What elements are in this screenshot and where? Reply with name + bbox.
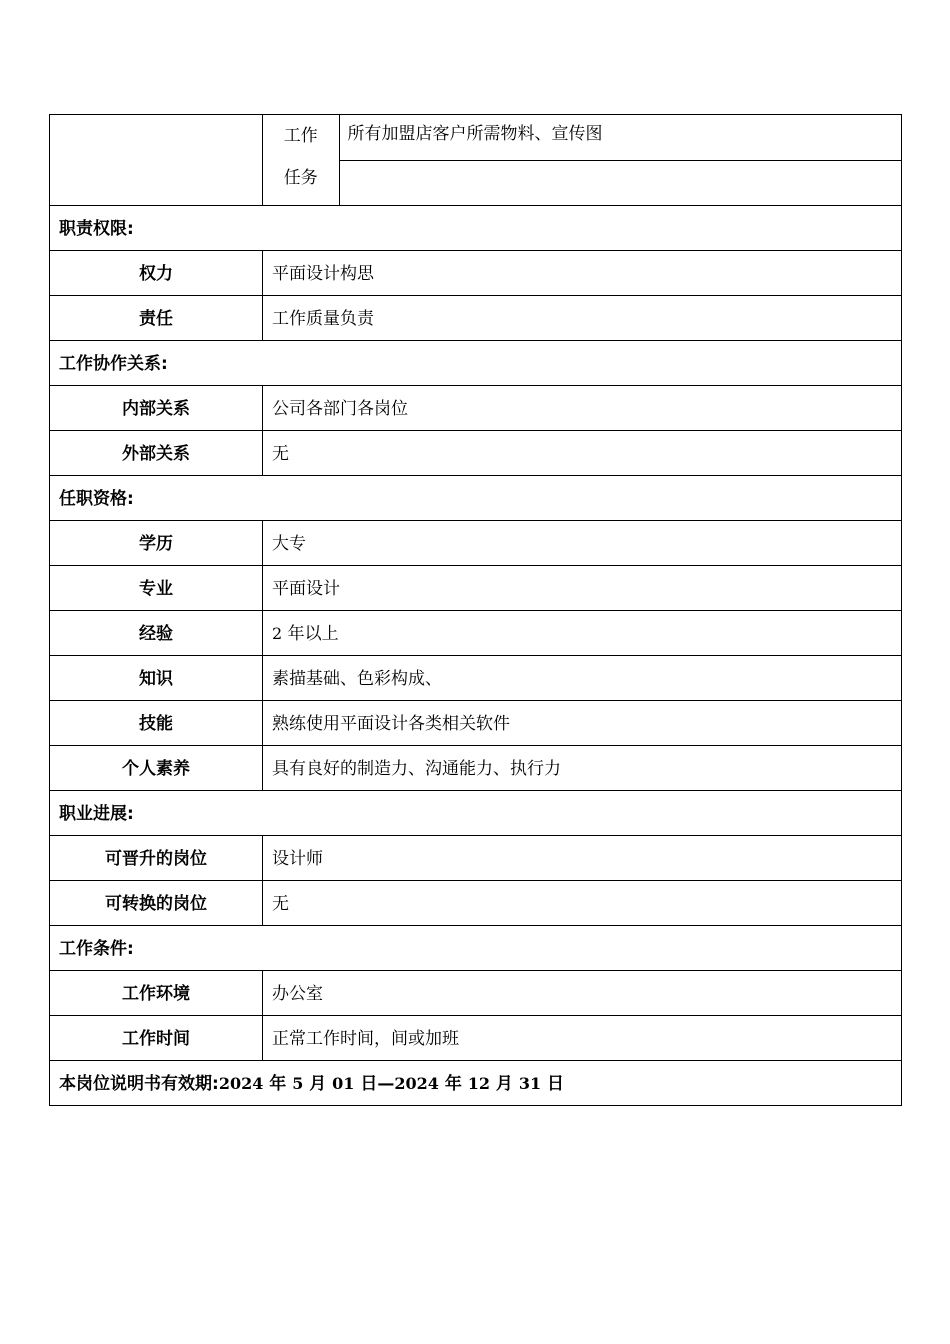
relations-row-internal: 内部关系 公司各部门各岗位	[50, 386, 902, 431]
career-row-promotion: 可晋升的岗位 设计师	[50, 836, 902, 881]
qual-row-experience: 经验 2 年以上	[50, 611, 902, 656]
qual-row-literacy: 个人素养 具有良好的制造力、沟通能力、执行力	[50, 746, 902, 791]
task-subtable	[263, 115, 901, 205]
qual-row-major: 专业 平面设计	[50, 566, 902, 611]
conditions-row-hours: 工作时间 正常工作时间，间或加班	[50, 1016, 902, 1061]
task-item-1: 所有加盟店客户所需物料、宣传图	[339, 115, 901, 160]
career-row-transfer: 可转换的岗位 无	[50, 881, 902, 926]
section-qualifications: 任职资格:	[50, 476, 902, 521]
relations-row-external: 外部关系 无	[50, 431, 902, 476]
task-row	[50, 115, 902, 206]
qual-row-skills: 技能 熟练使用平面设计各类相关软件	[50, 701, 902, 746]
qual-row-knowledge: 知识 素描基础、色彩构成、	[50, 656, 902, 701]
task-item-2	[339, 160, 901, 205]
task-empty-cell	[50, 115, 263, 206]
qual-row-education: 学历 大专	[50, 521, 902, 566]
conditions-row-environment: 工作环境 办公室	[50, 971, 902, 1016]
section-authority: 职责权限:	[50, 206, 902, 251]
job-description-document	[49, 114, 901, 1106]
validity-row	[50, 1061, 902, 1106]
authority-row-responsibility: 责任 工作质量负责	[50, 296, 902, 341]
section-career: 职业进展:	[50, 791, 902, 836]
section-relations: 工作协作关系:	[50, 341, 902, 386]
authority-row-power: 权力 平面设计构思	[50, 251, 902, 296]
validity-period: 本岗位说明书有效期:2024 年 5 月 01 日—2024 年 12 月 31 日	[50, 1061, 902, 1106]
job-description-table	[49, 114, 902, 1106]
task-label: 工作 任务	[263, 115, 339, 205]
section-conditions: 工作条件:	[50, 926, 902, 971]
